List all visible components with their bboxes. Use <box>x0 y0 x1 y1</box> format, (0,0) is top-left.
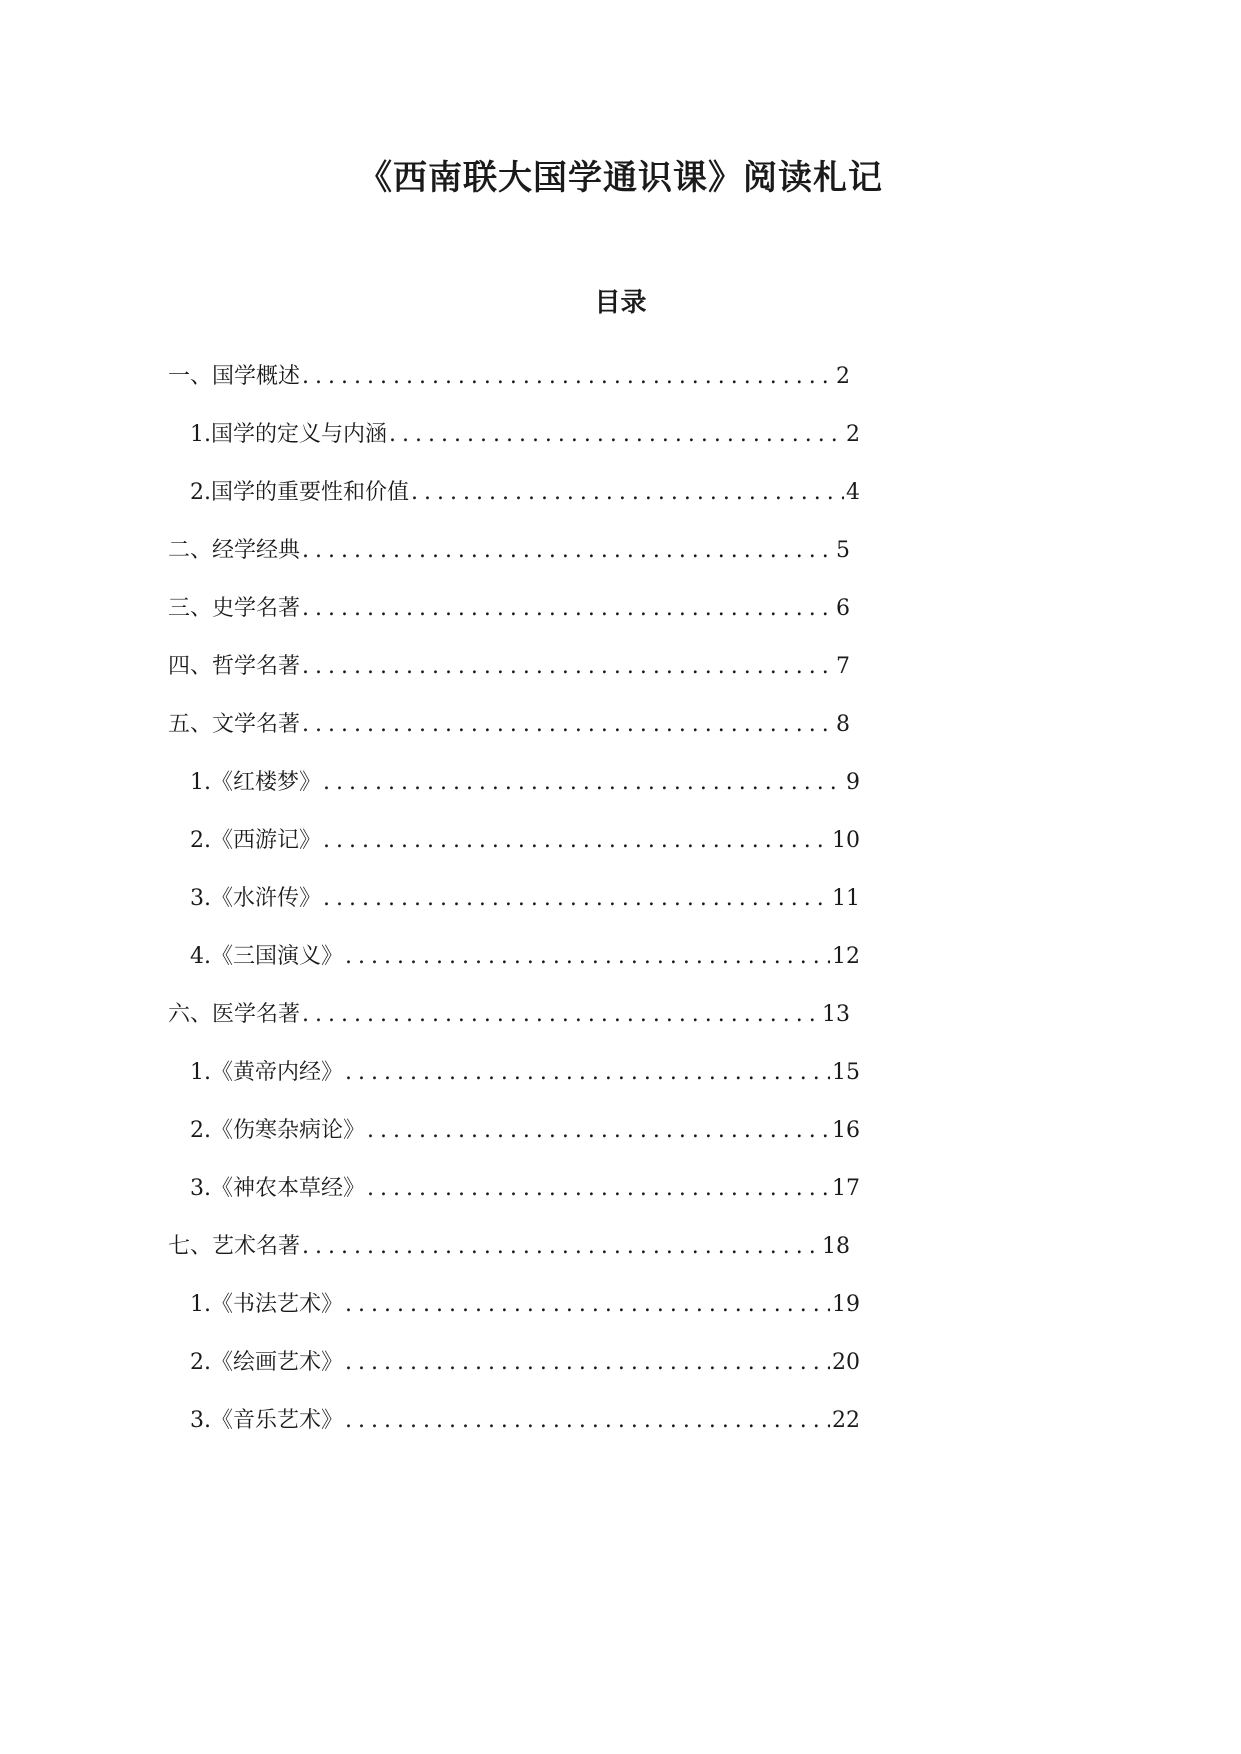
toc-entry-subsection[interactable] <box>190 1174 860 1204</box>
toc-entry-page-number: 19 <box>832 1292 860 1317</box>
toc-dot-leader <box>323 768 844 798</box>
toc-entry-page-number: 9 <box>846 770 860 795</box>
toc-dot-leader <box>302 362 834 392</box>
toc-entry-page-number: 10 <box>832 828 860 853</box>
toc-entry-subsection[interactable] <box>190 1058 860 1088</box>
toc-entry-label: 国学的重要性和价值 <box>211 480 410 505</box>
toc-entry-subsection[interactable] <box>190 1116 860 1146</box>
toc-entry-subsection[interactable] <box>190 826 860 856</box>
toc-dot-leader <box>302 1232 820 1262</box>
toc-entry-section[interactable] <box>168 652 850 682</box>
toc-entry-page-number: 5 <box>836 538 850 563</box>
toc-entry-label: 三、史学名著 <box>168 596 301 621</box>
toc-dot-leader <box>302 1000 820 1030</box>
toc-entry-label: 二、经学经典 <box>168 538 301 563</box>
toc-entry-label: 《音乐艺术》 <box>211 1408 344 1433</box>
toc-entry-page-number: 15 <box>832 1060 860 1085</box>
toc-entry-subsection[interactable] <box>190 1406 860 1436</box>
toc-entry-number: 2. <box>190 1118 211 1143</box>
toc-dot-leader <box>345 1290 830 1320</box>
toc-entry-number: 1. <box>190 770 211 795</box>
toc-entry-page-number: 7 <box>836 654 850 679</box>
toc-entry-subsection[interactable] <box>190 768 860 798</box>
toc-entry-number: 2. <box>190 480 211 505</box>
toc-entry-number: 2. <box>190 828 211 853</box>
toc-entry-label: 《西游记》 <box>211 828 322 853</box>
toc-dot-leader <box>323 826 830 856</box>
toc-dot-leader <box>367 1174 830 1204</box>
toc-entry-number: 2. <box>190 1350 211 1375</box>
toc-entry-subsection[interactable] <box>190 478 860 508</box>
toc-entry-label: 六、医学名著 <box>168 1002 301 1027</box>
toc-entry-page-number: 4 <box>846 480 860 505</box>
toc-entry-number: 3. <box>190 886 211 911</box>
toc-entry-section[interactable] <box>168 362 850 392</box>
toc-entry-number: 4. <box>190 944 211 969</box>
toc-entry-page-number: 18 <box>822 1234 850 1259</box>
toc-dot-leader <box>323 884 830 914</box>
toc-entry-label: 《水浒传》 <box>211 886 322 911</box>
toc-entry-number: 1. <box>190 422 211 447</box>
toc-entry-page-number: 12 <box>832 944 860 969</box>
toc-entry-number: 3. <box>190 1408 211 1433</box>
toc-entry-label: 四、哲学名著 <box>168 654 301 679</box>
toc-dot-leader <box>345 1058 830 1088</box>
toc-entry-section[interactable] <box>168 1232 850 1262</box>
toc-entry-subsection[interactable] <box>190 884 860 914</box>
toc-entry-label: 《伤寒杂病论》 <box>211 1118 366 1143</box>
toc-entry-number: 1. <box>190 1060 211 1085</box>
toc-entry-label: 《黄帝内经》 <box>211 1060 344 1085</box>
toc-entry-label: 五、文学名著 <box>168 712 301 737</box>
toc-entry-page-number: 22 <box>832 1408 860 1433</box>
toc-entry-label: 七、艺术名著 <box>168 1234 301 1259</box>
toc-entry-label: 《三国演义》 <box>211 944 344 969</box>
toc-entry-page-number: 6 <box>836 596 850 621</box>
toc-dot-leader <box>411 478 844 508</box>
toc-entry-subsection[interactable] <box>190 420 860 450</box>
toc-entry-subsection[interactable] <box>190 942 860 972</box>
toc-entry-page-number: 2 <box>836 364 850 389</box>
toc-entry-page-number: 8 <box>836 712 850 737</box>
toc-entry-section[interactable] <box>168 710 850 740</box>
toc-entry-page-number: 13 <box>822 1002 850 1027</box>
toc-dot-leader <box>302 652 834 682</box>
toc-dot-leader <box>367 1116 830 1146</box>
toc-dot-leader <box>302 594 834 624</box>
toc-entry-label: 一、国学概述 <box>168 364 301 389</box>
toc-entry-subsection[interactable] <box>190 1290 860 1320</box>
toc-dot-leader <box>389 420 844 450</box>
toc-entry-label: 《红楼梦》 <box>211 770 322 795</box>
toc-entry-label: 《书法艺术》 <box>211 1292 344 1317</box>
toc-entry-label: 国学的定义与内涵 <box>211 422 388 447</box>
toc-dot-leader <box>345 942 830 972</box>
toc-entry-section[interactable] <box>168 1000 850 1030</box>
toc-entry-page-number: 17 <box>832 1176 860 1201</box>
toc-entry-number: 3. <box>190 1176 211 1201</box>
toc-dot-leader <box>302 710 834 740</box>
toc-entry-section[interactable] <box>168 594 850 624</box>
toc-entry-page-number: 20 <box>832 1350 860 1375</box>
toc-dot-leader <box>302 536 834 566</box>
toc-entry-page-number: 16 <box>832 1118 860 1143</box>
toc-entry-label: 《神农本草经》 <box>211 1176 366 1201</box>
toc-heading: 目录 <box>594 288 647 318</box>
toc-dot-leader <box>345 1348 830 1378</box>
toc-entry-section[interactable] <box>168 536 850 566</box>
toc-entry-label: 《绘画艺术》 <box>211 1350 344 1375</box>
toc-entry-number: 1. <box>190 1292 211 1317</box>
toc-entry-page-number: 11 <box>832 886 860 911</box>
toc-entry-subsection[interactable] <box>190 1348 860 1378</box>
toc-entry-page-number: 2 <box>846 422 860 447</box>
toc-dot-leader <box>345 1406 830 1436</box>
document-title: 《西南联大国学通识课》阅读札记 <box>358 158 883 198</box>
